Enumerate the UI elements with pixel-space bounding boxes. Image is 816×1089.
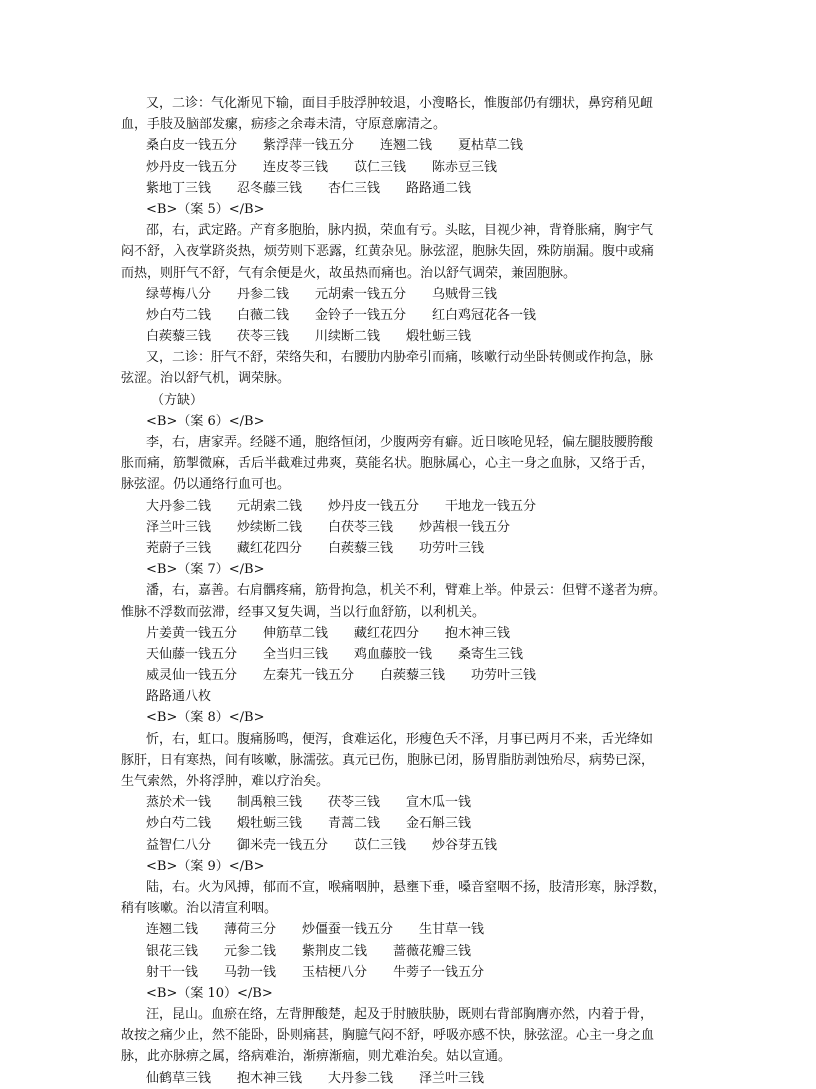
case-heading: <B>（案 7）</B> bbox=[146, 562, 265, 578]
herb-item: 丹参二钱 bbox=[237, 286, 290, 302]
herb-item: 紫浮萍一钱五分 bbox=[263, 138, 355, 154]
prescription-row bbox=[121, 284, 699, 305]
prescription-row bbox=[121, 919, 699, 940]
paragraph-line: 故按之痛少止，然不能卧，卧则痛甚，胸臆气闷不舒，呼吸亦感不快，脉弦涩。心主一身之血 bbox=[121, 1028, 655, 1044]
herb-item: 金石斛三钱 bbox=[406, 816, 472, 832]
prescription-row bbox=[121, 686, 699, 707]
herb-item: 茯苓三钱 bbox=[237, 329, 290, 345]
paragraph-line: 汪，昆山。血瘀在络，左背胛酸楚，起及于肘腋肤胁，既则右背部胸膺亦然，内着于骨， bbox=[146, 1007, 654, 1023]
case-heading: <B>（案 9）</B> bbox=[146, 858, 265, 874]
prescription-row bbox=[121, 813, 699, 834]
herb-item: 左秦艽一钱五分 bbox=[263, 668, 355, 684]
herb-item: 仙鹤草三钱 bbox=[146, 1070, 212, 1086]
herb-item: 忍冬藤三钱 bbox=[237, 180, 303, 196]
herb-item: 桑白皮一钱五分 bbox=[146, 138, 238, 154]
prescription-row bbox=[121, 517, 699, 538]
herb-item: 白蒺藜三钱 bbox=[328, 540, 394, 556]
herb-item: 射干一钱 bbox=[146, 964, 199, 980]
herb-item: 天仙藤一钱五分 bbox=[146, 646, 238, 662]
prescription-missing-note: （方缺） bbox=[151, 392, 204, 408]
prescription-row bbox=[121, 835, 699, 856]
herb-item: 红白鸡冠花各一钱 bbox=[432, 307, 537, 323]
herb-item: 苡仁三钱 bbox=[354, 837, 407, 853]
herb-item: 生甘草一钱 bbox=[419, 922, 485, 938]
herb-item: 夏枯草二钱 bbox=[458, 138, 524, 154]
herb-item: 白蒺藜三钱 bbox=[146, 329, 212, 345]
herb-item: 炒白芍二钱 bbox=[146, 816, 212, 832]
herb-item: 泽兰叶三钱 bbox=[146, 519, 212, 535]
page-content bbox=[121, 93, 699, 1089]
case-heading: <B>（案 10）</B> bbox=[146, 985, 273, 1001]
paragraph-line: 豚肝，日有寒热，间有咳嗽，脉濡弦。真元已伤，胞脉已闭，肠胃脂肪剥蚀殆尽，病势已深， bbox=[121, 752, 655, 768]
herb-item: 宣木瓜一钱 bbox=[406, 795, 472, 811]
herb-item: 连皮苓三钱 bbox=[263, 159, 329, 175]
prescription-row bbox=[121, 178, 699, 199]
herb-item: 紫地丁三钱 bbox=[146, 180, 212, 196]
prescription-row bbox=[121, 496, 699, 517]
paragraph-line: 而热，则肝气不舒，气有余便是火，故虽热而痛也。治以舒气调荣，兼固胞脉。 bbox=[121, 265, 577, 281]
herb-item: 银花三钱 bbox=[146, 943, 199, 959]
paragraph-line: 忻，右，虹口。腹痛肠鸣，便泻，食难运化，形瘦色夭不泽，月事已两月不来，舌光绛如 bbox=[146, 731, 654, 747]
herb-item: 制禹粮三钱 bbox=[237, 795, 303, 811]
herb-item: 炒僵蚕一钱五分 bbox=[302, 922, 394, 938]
herb-item: 藏红花四分 bbox=[354, 625, 420, 641]
case-heading: <B>（案 8）</B> bbox=[146, 710, 265, 726]
herb-item: 炒丹皮一钱五分 bbox=[146, 159, 238, 175]
herb-item: 藏红花四分 bbox=[237, 540, 303, 556]
herb-item: 炒丹皮一钱五分 bbox=[328, 498, 420, 514]
herb-item: 连翘二钱 bbox=[146, 922, 199, 938]
herb-item: 茺蔚子三钱 bbox=[146, 540, 212, 556]
prescription-row bbox=[121, 135, 699, 156]
herb-item: 苡仁三钱 bbox=[354, 159, 407, 175]
prescription-row bbox=[121, 623, 699, 644]
paragraph-line: 稍有咳嗽。治以清宣利咽。 bbox=[121, 901, 278, 917]
case-heading: <B>（案 5）</B> bbox=[146, 201, 265, 217]
herb-item: 御米壳一钱五分 bbox=[237, 837, 329, 853]
herb-item: 路路通八枚 bbox=[146, 689, 212, 705]
herb-item: 煅牡蛎三钱 bbox=[406, 329, 472, 345]
herb-item: 片姜黄一钱五分 bbox=[146, 625, 238, 641]
herb-item: 炒续断二钱 bbox=[237, 519, 303, 535]
prescription-row bbox=[121, 157, 699, 178]
paragraph-line: 脉弦涩。仍以通络行血可也。 bbox=[121, 477, 291, 493]
prescription-row bbox=[121, 941, 699, 962]
prescription-row bbox=[121, 1068, 699, 1089]
herb-item: 茯苓三钱 bbox=[328, 795, 381, 811]
paragraph-line: 陆，右。火为风搏，郁而不宣，喉痛咽肿，悬壅下垂，嗓音窒咽不扬，肢清形寒，脉浮数， bbox=[146, 879, 667, 895]
herb-item: 抱木神三钱 bbox=[445, 625, 511, 641]
herb-item: 白薇二钱 bbox=[237, 307, 290, 323]
herb-item: 乌贼骨三钱 bbox=[432, 286, 498, 302]
prescription-row bbox=[121, 326, 699, 347]
herb-item: 元胡索二钱 bbox=[237, 498, 303, 514]
herb-item: 青蒿二钱 bbox=[328, 816, 381, 832]
herb-item: 白茯苓三钱 bbox=[328, 519, 394, 535]
herb-item: 蒸於术一钱 bbox=[146, 795, 212, 811]
paragraph-line: 胀而痛，筋掣微麻，舌后半截难过弗爽，莫能名状。胞脉属心，心主一身之血脉，又络于舌， bbox=[121, 456, 655, 472]
herb-item: 益智仁八分 bbox=[146, 837, 212, 853]
herb-item: 元参二钱 bbox=[224, 943, 277, 959]
herb-item: 蔷薇花瓣三钱 bbox=[393, 943, 472, 959]
herb-item: 功劳叶三钱 bbox=[471, 668, 537, 684]
herb-item: 炒白芍二钱 bbox=[146, 307, 212, 323]
paragraph-line: 弦涩。治以舒气机，调荣脉。 bbox=[121, 371, 291, 387]
paragraph-line: 脉，此亦脉痹之属，络病难治，渐痹渐痼，则尤难治矣。姑以宣通。 bbox=[121, 1049, 512, 1065]
herb-item: 干地龙一钱五分 bbox=[445, 498, 537, 514]
herb-item: 鸡血藤胶一钱 bbox=[354, 646, 433, 662]
herb-item: 大丹参二钱 bbox=[328, 1070, 394, 1086]
herb-item: 桑寄生三钱 bbox=[458, 646, 524, 662]
herb-item: 全当归三钱 bbox=[263, 646, 329, 662]
paragraph-line: 又，二诊：肝气不舒，荣络失和，右腰肋内胁牵引而痛，咳嗽行动坐卧转侧或作拘急，脉 bbox=[146, 350, 654, 366]
herb-item: 威灵仙一钱五分 bbox=[146, 668, 238, 684]
paragraph-line: 闷不舒，入夜掌跻炎热，烦劳则下恶露，红黄杂见。脉弦涩，胞脉失固，殊防崩漏。腹中或痛 bbox=[121, 244, 655, 260]
herb-item: 绿萼梅八分 bbox=[146, 286, 212, 302]
herb-item: 炒茜根一钱五分 bbox=[419, 519, 511, 535]
prescription-row bbox=[121, 665, 699, 686]
herb-item: 金铃子一钱五分 bbox=[315, 307, 407, 323]
herb-item: 煅牡蛎三钱 bbox=[237, 816, 303, 832]
paragraph-line: 潘，右，嘉善。右肩髃疼痛，筋骨拘急，机关不利，臂难上举。仲景云：但臂不遂者为痹。 bbox=[146, 583, 667, 599]
paragraph-line: 邵，右，武定路。产育多胞胎，脉内损，荣血有亏。头眩，目视少神，背脊胀痛，胸宇气 bbox=[146, 223, 654, 239]
paragraph-line: 李，右，唐家弄。经隧不通，胞络恒闭，少腹两旁有癖。近日咳呛见轻，偏左腿肢腰胯酸 bbox=[146, 435, 654, 450]
prescription-row bbox=[121, 792, 699, 813]
herb-item: 紫荆皮二钱 bbox=[302, 943, 368, 959]
case-heading: <B>（案 6）</B> bbox=[146, 413, 265, 429]
herb-item: 功劳叶三钱 bbox=[419, 540, 485, 556]
herb-item: 马勃一钱 bbox=[224, 964, 277, 980]
herb-item: 薄荷三分 bbox=[224, 922, 277, 938]
herb-item: 元胡索一钱五分 bbox=[315, 286, 407, 302]
herb-item: 路路通二钱 bbox=[406, 180, 472, 196]
herb-item: 川续断二钱 bbox=[315, 329, 381, 345]
herb-item: 伸筋草二钱 bbox=[263, 625, 329, 641]
prescription-row bbox=[121, 644, 699, 665]
prescription-row bbox=[121, 305, 699, 326]
herb-item: 白蒺藜三钱 bbox=[380, 668, 446, 684]
herb-item: 泽兰叶三钱 bbox=[419, 1070, 485, 1086]
herb-item: 牛蒡子一钱五分 bbox=[393, 964, 485, 980]
paragraph-line: 又，二诊：气化渐见下输，面目手肢浮肿较退，小溲略长，惟腹部仍有绷状，鼻窍稍见衄 bbox=[146, 96, 654, 111]
paragraph-line: 惟脉不浮数而弦滞，经事又复失调，当以行血舒筋，以利机关。 bbox=[121, 604, 486, 620]
prescription-row bbox=[121, 962, 699, 983]
herb-item: 玉桔梗八分 bbox=[302, 964, 368, 980]
prescription-row bbox=[121, 538, 699, 559]
herb-item: 陈赤豆三钱 bbox=[432, 159, 498, 175]
herb-item: 抱木神三钱 bbox=[237, 1070, 303, 1086]
herb-item: 连翘二钱 bbox=[380, 138, 433, 154]
paragraph-line: 血，手肢及脑部发瘰，疬疹之余毒未清，守原意廓清之。 bbox=[121, 117, 447, 133]
paragraph-line: 生气索然，外将浮肿，难以疗治矣。 bbox=[121, 774, 330, 789]
herb-item: 杏仁三钱 bbox=[328, 180, 381, 196]
herb-item: 大丹参二钱 bbox=[146, 498, 212, 514]
herb-item: 炒谷芽五钱 bbox=[432, 837, 498, 853]
